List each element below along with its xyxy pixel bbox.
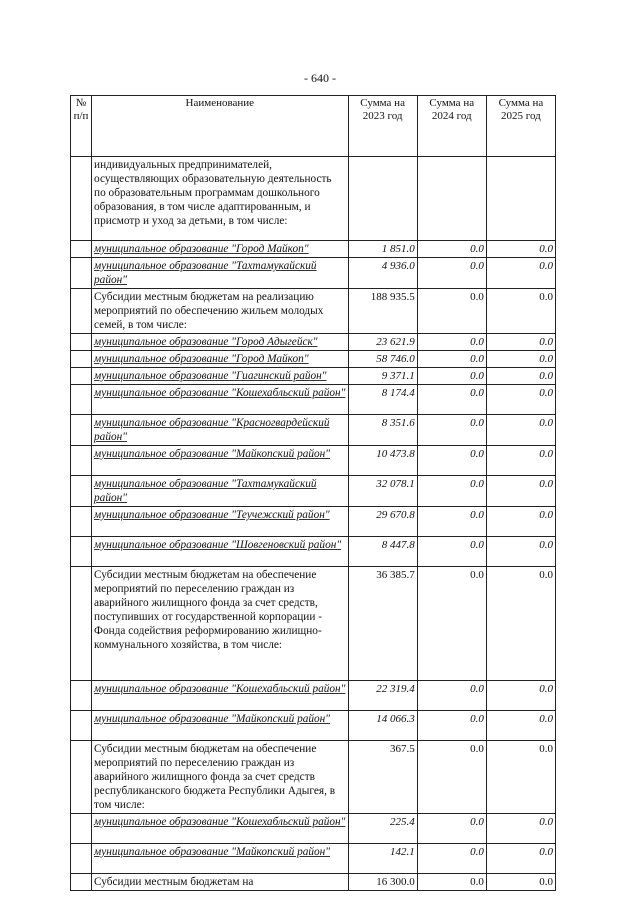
row-sum-2024: 0.0 (417, 711, 486, 741)
row-sum-2023: 8 351.6 (348, 415, 417, 446)
row-sum-2024: 0.0 (417, 567, 486, 681)
table-row (71, 567, 556, 681)
row-sum-2025: 0.0 (486, 507, 555, 537)
row-sum-2025: 0.0 (486, 351, 555, 368)
row-name-cell (92, 415, 349, 446)
table-row (71, 814, 556, 844)
row-sum-2023: 367.5 (348, 741, 417, 814)
row-sum-2024: 0.0 (417, 681, 486, 711)
table-row (71, 351, 556, 368)
row-name-cell (92, 476, 349, 507)
row-sum-2025: 0.0 (486, 711, 555, 741)
row-name: муниципальное образование "Шовгеновский район" (94, 539, 342, 551)
row-number-cell (71, 241, 92, 258)
row-sum-2023: 58 746.0 (348, 351, 417, 368)
row-sum-2025: 0.0 (486, 567, 555, 681)
row-name: муниципальное образование "Город Майкоп" (94, 243, 309, 255)
row-number-cell (71, 258, 92, 289)
row-sum-2023: 22 319.4 (348, 681, 417, 711)
row-sum-2025: 0.0 (486, 874, 555, 891)
row-sum-2025: 0.0 (486, 537, 555, 567)
row-name-cell (92, 874, 349, 891)
row-sum-2025: 0.0 (486, 385, 555, 415)
table-row (71, 446, 556, 476)
row-sum-2025: 0.0 (486, 844, 555, 874)
row-sum-2023: 10 473.8 (348, 446, 417, 476)
row-sum-2024: 0.0 (417, 537, 486, 567)
row-number-cell (71, 507, 92, 537)
row-sum-2023: 1 851.0 (348, 241, 417, 258)
row-number-cell (71, 814, 92, 844)
table-row (71, 157, 556, 241)
row-sum-2023: 9 371.1 (348, 368, 417, 385)
row-number-cell (71, 874, 92, 891)
table-row (71, 385, 556, 415)
table-row (71, 289, 556, 334)
row-name: Субсидии местным бюджетам на обеспечение мероприятий по переселению граждан из аварийного жилищного фонда за счет средств республиканского бюджета Республики Адыгея, в том числе: (94, 743, 336, 811)
row-number-cell (71, 289, 92, 334)
budget-table (70, 95, 556, 891)
table-row (71, 741, 556, 814)
row-number-cell (71, 334, 92, 351)
row-sum-2025: 0.0 (486, 241, 555, 258)
table-header (71, 96, 556, 157)
row-sum-2023: 142.1 (348, 844, 417, 874)
row-sum-2024: 0.0 (417, 351, 486, 368)
row-name-cell (92, 567, 349, 681)
row-name: муниципальное образование "Майкопский район" (94, 713, 331, 725)
table-row (71, 537, 556, 567)
row-sum-2025: 0.0 (486, 814, 555, 844)
row-number-cell (71, 681, 92, 711)
row-number-cell (71, 537, 92, 567)
row-name: муниципальное образование "Тахтамукайский район" (94, 260, 317, 286)
row-sum-2025: 0.0 (486, 289, 555, 334)
row-name-cell (92, 844, 349, 874)
row-name: муниципальное образование "Красногвардейский район" (94, 417, 330, 443)
row-sum-2025: 0.0 (486, 741, 555, 814)
row-name-cell (92, 507, 349, 537)
row-sum-2023: 188 935.5 (348, 289, 417, 334)
table-row (71, 711, 556, 741)
row-sum-2024: 0.0 (417, 446, 486, 476)
row-name-cell (92, 258, 349, 289)
row-name: муниципальное образование "Кошехабльский район" (94, 816, 346, 828)
row-number-cell (71, 741, 92, 814)
row-sum-2025: 0.0 (486, 415, 555, 446)
row-sum-2024: 0.0 (417, 334, 486, 351)
row-name: муниципальное образование "Город Майкоп" (94, 353, 309, 365)
row-name: муниципальное образование "Гиагинский район" (94, 370, 327, 382)
row-number-cell (71, 385, 92, 415)
row-name-cell (92, 446, 349, 476)
row-sum-2024: 0.0 (417, 289, 486, 334)
row-sum-2024: 0.0 (417, 241, 486, 258)
row-name-cell (92, 289, 349, 334)
row-sum-2023: 225.4 (348, 814, 417, 844)
row-name-cell (92, 681, 349, 711)
row-sum-2023: 29 670.8 (348, 507, 417, 537)
table-row (71, 241, 556, 258)
table-row (71, 844, 556, 874)
row-sum-2023: 4 936.0 (348, 258, 417, 289)
row-name: Субсидии местным бюджетам на обеспечение мероприятий по переселению граждан из аварийного жилищного фонда за счет средств, поступивших от государственной корпорации - Фонда содействия реформированию жилищно-коммунального хозяйства, в том числе: (94, 569, 322, 651)
row-sum-2024: 0.0 (417, 368, 486, 385)
row-number-cell (71, 157, 92, 241)
row-number-cell (71, 476, 92, 507)
row-sum-2024: 0.0 (417, 814, 486, 844)
row-sum-2023: 23 621.9 (348, 334, 417, 351)
row-number-cell (71, 415, 92, 446)
row-sum-2024: 0.0 (417, 415, 486, 446)
row-name: Субсидии местным бюджетам на реализацию мероприятий по обеспечению жильем молодых семей, в том числе: (94, 291, 324, 331)
table-row (71, 681, 556, 711)
row-name: муниципальное образование "Теучежский район" (94, 509, 330, 521)
row-sum-2024: 0.0 (417, 507, 486, 537)
row-name: Субсидии местным бюджетам на (94, 876, 254, 888)
row-name-cell (92, 537, 349, 567)
row-name-cell (92, 711, 349, 741)
table-row (71, 476, 556, 507)
row-name: муниципальное образование "Кошехабльский район" (94, 387, 346, 399)
row-sum-2023 (348, 157, 417, 241)
row-name-cell (92, 351, 349, 368)
header-name: Наименование (92, 96, 349, 157)
row-name: муниципальное образование "Кошехабльский район" (94, 683, 346, 695)
row-number-cell (71, 446, 92, 476)
header-2023: Сумма на 2023 год (348, 96, 417, 157)
row-sum-2023: 16 300.0 (348, 874, 417, 891)
row-number-cell (71, 368, 92, 385)
row-number-cell (71, 567, 92, 681)
row-sum-2023: 32 078.1 (348, 476, 417, 507)
row-name-cell (92, 814, 349, 844)
table-row (71, 368, 556, 385)
table-row (71, 334, 556, 351)
row-name: индивидуальных предпринимателей, осуществляющих образовательную деятельность по образовательным программам дошкольного образования, в том числе адаптированным, и присмотр и уход за детьми, в том числе: (94, 159, 332, 227)
row-sum-2025: 0.0 (486, 334, 555, 351)
row-name-cell (92, 334, 349, 351)
row-sum-2025: 0.0 (486, 368, 555, 385)
header-2024: Сумма на 2024 год (417, 96, 486, 157)
row-sum-2023: 8 174.4 (348, 385, 417, 415)
row-sum-2023: 14 066.3 (348, 711, 417, 741)
row-sum-2023: 8 447.8 (348, 537, 417, 567)
row-sum-2024 (417, 157, 486, 241)
row-name-cell (92, 741, 349, 814)
row-number-cell (71, 844, 92, 874)
row-sum-2024: 0.0 (417, 476, 486, 507)
row-sum-2024: 0.0 (417, 385, 486, 415)
table-row (71, 874, 556, 891)
row-number-cell (71, 351, 92, 368)
row-name-cell (92, 368, 349, 385)
row-sum-2024: 0.0 (417, 741, 486, 814)
row-sum-2024: 0.0 (417, 258, 486, 289)
row-name: муниципальное образование "Майкопский район" (94, 846, 331, 858)
row-sum-2025: 0.0 (486, 476, 555, 507)
row-name-cell (92, 385, 349, 415)
header-2025: Сумма на 2025 год (486, 96, 555, 157)
row-sum-2025: 0.0 (486, 258, 555, 289)
row-name-cell (92, 157, 349, 241)
row-name: муниципальное образование "Город Адыгейск" (94, 336, 318, 348)
table-row (71, 415, 556, 446)
table-row (71, 507, 556, 537)
row-name-cell (92, 241, 349, 258)
row-sum-2024: 0.0 (417, 874, 486, 891)
row-sum-2025: 0.0 (486, 446, 555, 476)
table-body (71, 157, 556, 891)
table-row (71, 258, 556, 289)
page-number: - 640 - (304, 71, 336, 85)
header-num: № п/п (71, 96, 92, 157)
row-sum-2023: 36 385.7 (348, 567, 417, 681)
row-sum-2025 (486, 157, 555, 241)
row-name: муниципальное образование "Тахтамукайский район" (94, 478, 317, 504)
row-sum-2024: 0.0 (417, 844, 486, 874)
row-name: муниципальное образование "Майкопский район" (94, 448, 331, 460)
row-sum-2025: 0.0 (486, 681, 555, 711)
row-number-cell (71, 711, 92, 741)
